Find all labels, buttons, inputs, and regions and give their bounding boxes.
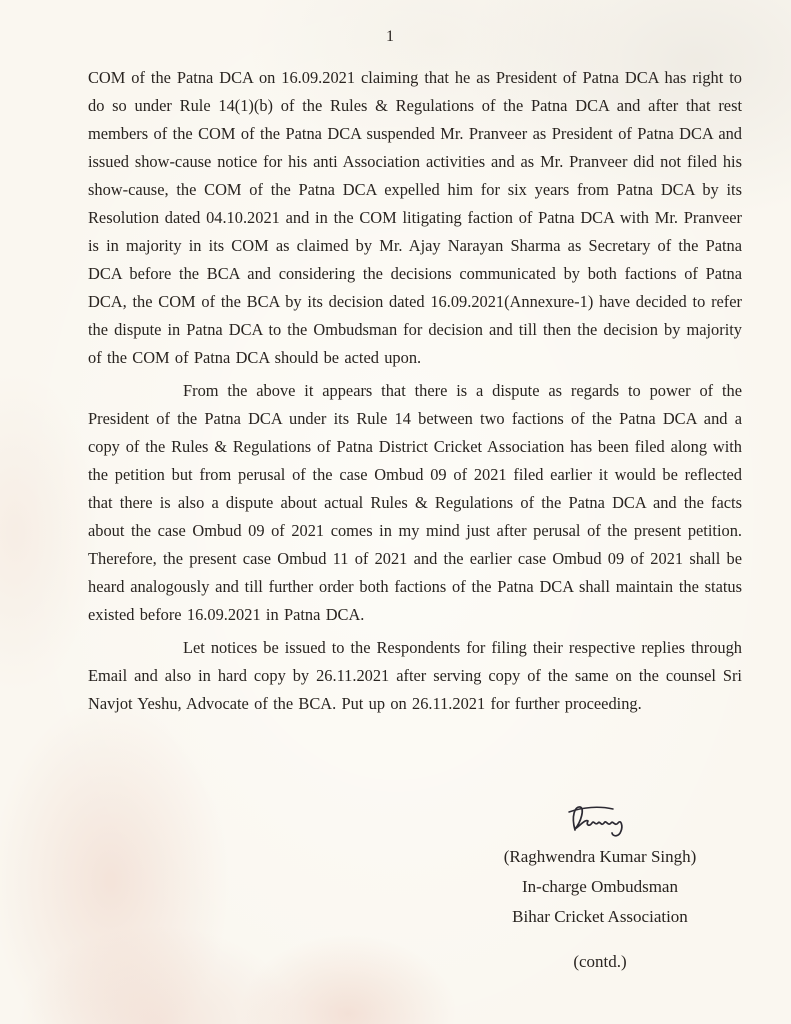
signature-block xyxy=(440,800,760,932)
paragraph-com-decision: COM of the Patna DCA on 16.09.2021 claiming that he as President of Patna DCA has right to do so under Rule 14(1)(b) of the Rules & Regulations of the Patna DCA and after that rest members of the COM of the Patna DCA suspended Mr. Pranveer as President of Patna DCA and issued show-cause notice for his anti Association activities and as Mr. Pranveer did not filed his show-cause, the COM of the Patna DCA expelled him for six years from Patna DCA by its Resolution dated 04.10.2021 and in the COM litigating faction of Patna DCA with Mr. Pranveer is in majority in its COM as claimed by Mr. Ajay Narayan Sharma as Secretary of the Patna DCA before the BCA and considering the decisions communicated by both factions of Patna DCA, the COM of the BCA by its decision dated 16.09.2021(Annexure-1) have decided to refer the dispute in Patna DCA to the Ombudsman for decision and till then the decision by majority of the COM of Patna DCA should be acted upon. xyxy=(88,68,742,367)
signatory-name: (Raghwendra Kumar Singh) xyxy=(503,847,697,866)
paragraph-dispute-findings: From the above it appears that there is a dispute as regards to power of the President of the Patna DCA under its Rule 14 between two factions of the Patna DCA and a copy of the Rules & Regulations of Patna District Cricket Association has been filed along with the petition but from perusal of the case Ombud 09 of 2021 filed earlier it would be reflected that there is also a dispute about actual Rules & Regulations of the Patna DCA and the facts about the case Ombud 09 of 2021 comes in my mind just after perusal of the present petition. Therefore, the present case Ombud 11 of 2021 and the earlier case Ombud 09 of 2021 shall be heard analogously and till further order both factions of the Patna DCA shall maintain the status existed before 16.09.2021 in Patna DCA. xyxy=(88,381,742,624)
continuation-note: (contd.) xyxy=(573,952,627,971)
paragraph-notices-order: Let notices be issued to the Respondents for filing their respective replies through Email and also in hard copy by 26.11.2021 after serving copy of the same on the counsel Sri Navjot Yeshu, Advocate of the BCA. Put up on 26.11.2021 for further proceeding. xyxy=(88,638,742,713)
signatory-title: In-charge Ombudsman xyxy=(522,877,678,896)
document-body xyxy=(88,64,742,718)
page-number: 1 xyxy=(386,28,394,45)
signatory-organization: Bihar Cricket Association xyxy=(512,907,688,926)
signature-scribble-icon xyxy=(561,800,639,840)
